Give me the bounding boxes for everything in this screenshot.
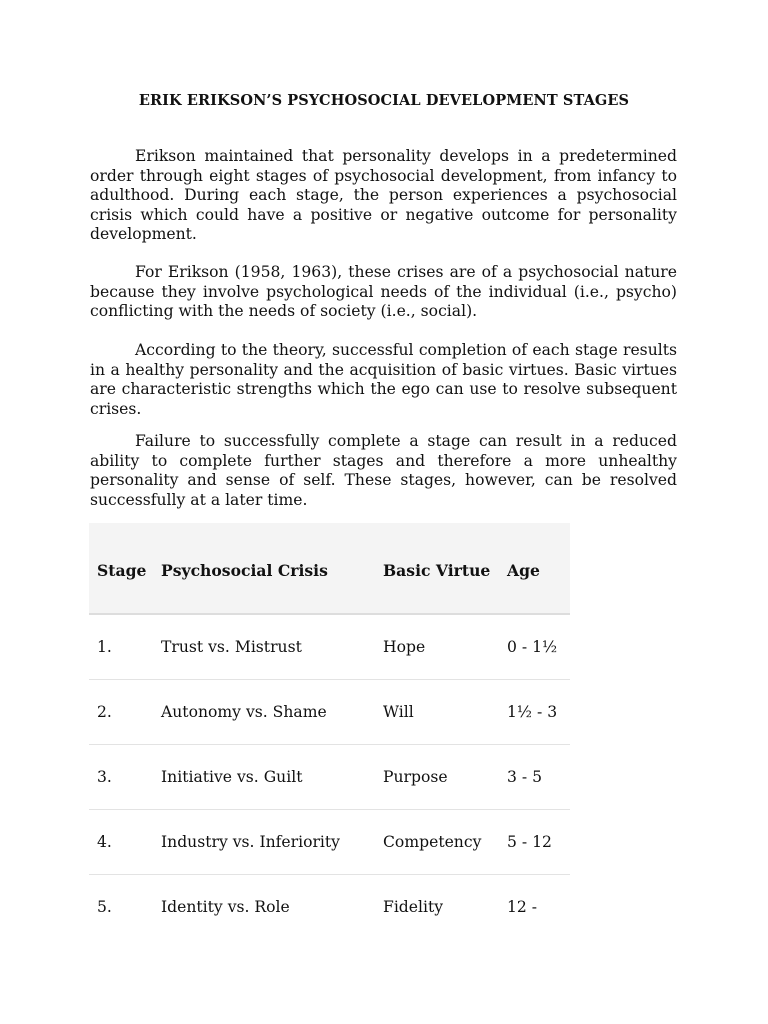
virtue-cell: Hope xyxy=(375,614,499,679)
stage-number: 4. xyxy=(89,809,153,874)
crisis-cell: Trust vs. Mistrust xyxy=(153,614,375,679)
header-virtue: Basic Virtue xyxy=(375,523,499,614)
table-row xyxy=(89,614,570,679)
header-stage: Stage xyxy=(89,523,153,614)
paragraph-basic-virtues: According to the theory, successful completion of each stage results in a healthy personality and the acquisition of basic virtues. Basic virtues are characteristic strengths which the ego can use to resolve subsequent crises. xyxy=(90,341,677,418)
stages-table xyxy=(89,523,570,939)
stage-number: 5. xyxy=(97,897,112,916)
age-cell: 0 - 1½ xyxy=(499,614,570,679)
crisis-cell: Initiative vs. Guilt xyxy=(153,744,375,809)
crisis-cell: Autonomy vs. Shame xyxy=(153,679,375,744)
age-cell: 12 - xyxy=(507,897,538,916)
stage-number: 2. xyxy=(89,679,153,744)
virtue-cell: Competency xyxy=(375,809,499,874)
table-row xyxy=(89,744,570,809)
header-age: Age xyxy=(499,523,570,614)
paragraph-crises-nature: For Erikson (1958, 1963), these crises are of a psychosocial nature because they involve psychological needs of the individual (i.e., psycho) conflicting with the needs of society (i.e., social). xyxy=(90,263,677,321)
page-title: ERIK ERIKSON’S PSYCHOSOCIAL DEVELOPMENT STAGES xyxy=(138,92,630,109)
virtue-cell: Will xyxy=(375,679,499,744)
age-cell: 5 - 12 xyxy=(499,809,570,874)
virtue-cell: Purpose xyxy=(375,744,499,809)
virtue-cell: Fidelity xyxy=(383,897,444,916)
header-crisis: Psychosocial Crisis xyxy=(153,523,375,614)
age-cell: 1½ - 3 xyxy=(499,679,570,744)
stage-number: 1. xyxy=(89,614,153,679)
table-header-row xyxy=(89,523,570,614)
table-row xyxy=(89,679,570,744)
table-row xyxy=(89,874,570,939)
table-row xyxy=(89,809,570,874)
stage-number: 3. xyxy=(89,744,153,809)
paragraph-failure: Failure to successfully complete a stage can result in a reduced ability to complete further stages and therefore a more unhealthy personality and sense of self. These stages, however, can be resolved successfully at a later time. xyxy=(90,432,677,509)
crisis-cell: Industry vs. Inferiority xyxy=(153,809,375,874)
crisis-cell: Identity vs. Role xyxy=(161,897,290,916)
paragraph-intro: Erikson maintained that personality develops in a predetermined order through eight stages of psychosocial development, from infancy to adulthood. During each stage, the person experiences a psychosocial crisis which could have a positive or negative outcome for personality development. xyxy=(90,147,677,244)
age-cell: 3 - 5 xyxy=(499,744,570,809)
